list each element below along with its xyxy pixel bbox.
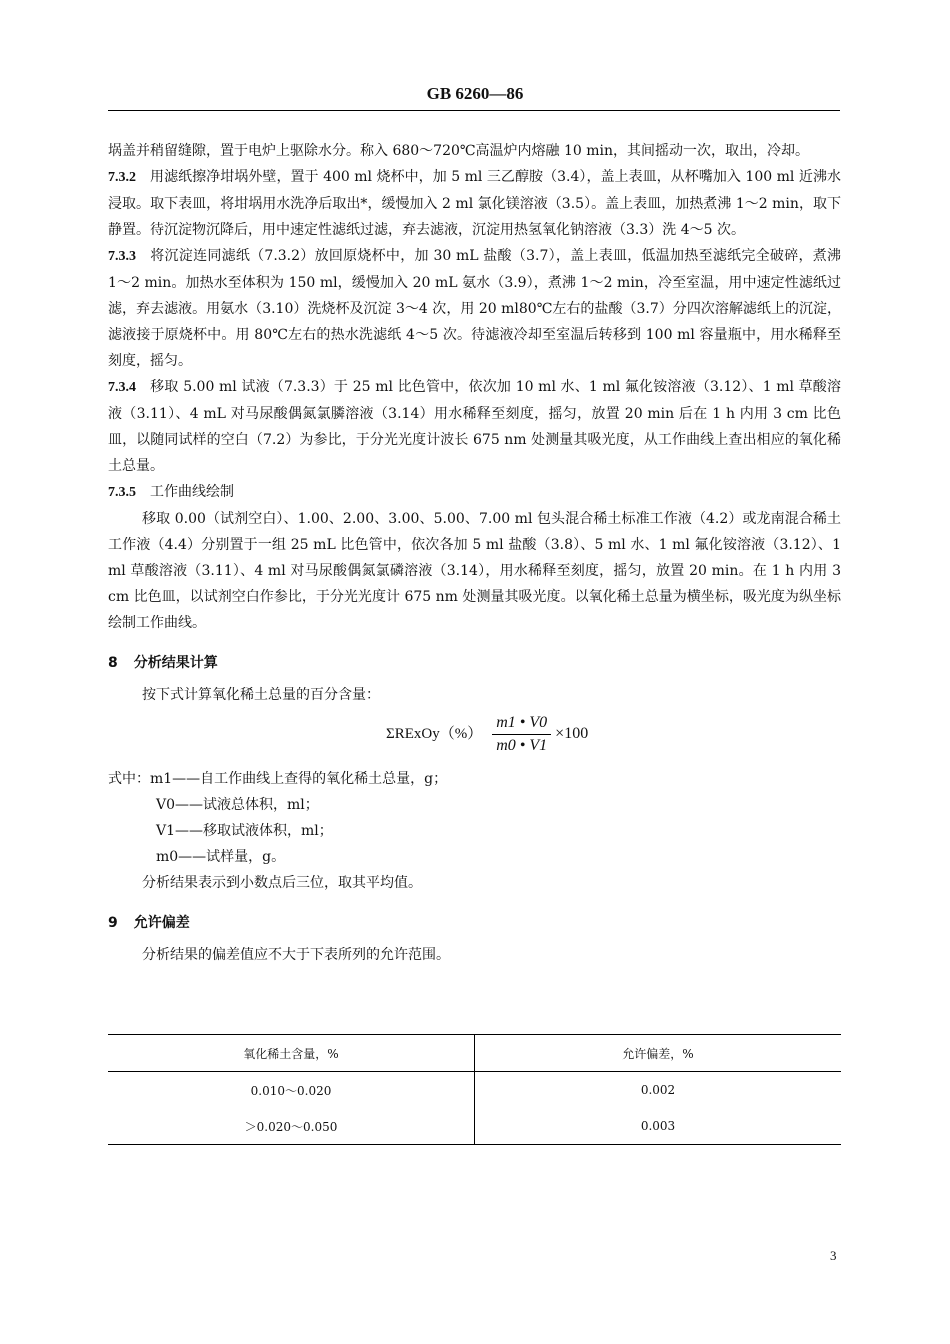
clause-text: 将沉淀连同滤纸（7.3.2）放回原烧杯中，加 30 mL 盐酸（3.7），盖上表皿，低温加热至滤纸完全破碎，煮沸 1～2 min。加热水至体积为 150 ml，缓慢加入 20 mL 氨水（3.9），煮沸 1～2 min，冷至室温，用中速定性滤纸过滤，弃去滤液。用氨水（3.10）洗烧杯及沉淀 3～4 次，用 20 ml80℃左右的盐酸（3.7）分四次溶解滤纸上的沉淀，滤液接于原烧杯中。用 80℃左右的热水洗滤纸 4～5 次。待滤液冷却至室温后转移到 100 ml 容量瓶中，用水稀释至刻度，摇匀。 [108, 248, 841, 369]
table-cell: 0.003 [475, 1108, 842, 1145]
formula-numerator: m1 • V0 [492, 712, 551, 735]
clause-7-3-5-text: 移取 0.00（试剂空白）、1.00、2.00、3.00、5.00、7.00 ml 包头混合稀土标准工作液（4.2）或龙南混合稀土工作液（4.4）分别置于一组 25 mL 比色管中，依次各加 5 ml 盐酸（3.8）、5 ml 水、1 ml 氟化铵溶液（3.12）、1 ml 草酸溶液（3.11）、4 ml 对马尿酸偶氮氯磷溶液（3.14），用水稀释至刻度，摇匀，放置 20 min。在 1 h 内用 3 cm 比色皿，以试剂空白作参比，于分光光度计 675 nm 处测量其吸光度。以氧化稀土总量为横坐标，吸光度为纵坐标绘制工作曲线。 [108, 511, 841, 631]
legend-item: V0——试液总体积，ml； [156, 797, 319, 813]
table-row [108, 1072, 841, 1109]
deviation-table [108, 1034, 841, 1145]
section-number: 9 [108, 915, 118, 931]
clause-text: 移取 5.00 ml 试液（7.3.3）于 25 ml 比色管中，依次加 10 ml 水、1 ml 氟化铵溶液（3.12）、1 ml 草酸溶液（3.11）、4 mL 对马尿酸偶氮氯膦溶液（3.14）用水稀释至刻度，摇匀，放置 20 min 后在 1 h 内用 3 cm 比色皿，以随同试样的空白（7.2）为参比，于分光光度计波长 675 nm 处测量其吸光度，从工作曲线上查出相应的氧化稀土总量。 [108, 379, 841, 474]
legend-line-1 [108, 766, 841, 792]
clause-7-3-4 [108, 374, 841, 479]
table-header-cell: 允许偏差，% [475, 1035, 842, 1072]
formula-fraction [492, 712, 551, 757]
section-8-heading [108, 650, 841, 676]
clause-number: 7.3.4 [108, 380, 136, 395]
legend-item: V1——移取试液体积，ml； [156, 823, 333, 839]
section-title: 分析结果计算 [133, 655, 218, 671]
table-cell: ＞0.020～0.050 [108, 1108, 475, 1145]
document-body [108, 138, 841, 968]
clause-number: 7.3.3 [108, 249, 136, 264]
table-row [108, 1108, 841, 1145]
clause-7-3-3 [108, 243, 841, 374]
clause-number: 7.3.5 [108, 485, 136, 500]
section-title: 允许偏差 [133, 915, 190, 931]
document-header: GB 6260—86 [426, 84, 524, 103]
legend-lead: 式中： [108, 771, 150, 787]
clause-7-3-5-heading [108, 479, 841, 506]
section-9-intro: 分析结果的偏差值应不大于下表所列的允许范围。 [142, 947, 450, 963]
legend-item: m0——试样量，g。 [156, 849, 286, 865]
result-note: 分析结果表示到小数点后三位，取其平均值。 [142, 875, 422, 891]
section-number: 8 [108, 655, 118, 671]
formula-multiplier: ×100 [555, 725, 589, 742]
section-8-intro: 按下式计算氧化稀土总量的百分含量： [142, 687, 380, 703]
header-rule [108, 110, 840, 111]
continued-paragraph: 埚盖并稍留缝隙，置于电炉上驱除水分。称入 680～720℃高温炉内熔融 10 min，其间摇动一次，取出，冷却。 [108, 143, 810, 159]
table-header-cell: 氧化稀土含量，% [108, 1035, 475, 1072]
clause-7-3-2 [108, 164, 841, 243]
formula-lhs: ΣRExOy（%） [386, 726, 483, 742]
table-cell: 0.002 [640, 1083, 676, 1097]
section-9-heading [108, 910, 841, 936]
clause-title: 工作曲线绘制 [150, 484, 234, 500]
formula-denominator: m0 • V1 [496, 736, 548, 754]
clause-number: 7.3.2 [108, 170, 136, 185]
page-number: 3 [830, 1248, 837, 1263]
formula [108, 708, 841, 760]
table-cell: 0.010～0.020 [108, 1072, 475, 1109]
legend-item: m1——自工作曲线上查得的氧化稀土总量，g； [150, 771, 448, 787]
clause-text: 用滤纸擦净坩埚外壁，置于 400 ml 烧杯中，加 5 ml 三乙醇胺（3.4），盖上表皿，从杯嘴加入 100 ml 近沸水浸取。取下表皿，将坩埚用水洗净后取出*，缓慢加入 2 ml 氯化镁溶液（3.5）。盖上表皿，加热煮沸 1～2 min，取下静置。待沉淀物沉降后，用中速定性滤纸过滤，弃去滤液，沉淀用热氢氧化钠溶液（3.3）洗 4～5 次。 [108, 169, 841, 238]
table-header-row [108, 1035, 841, 1072]
